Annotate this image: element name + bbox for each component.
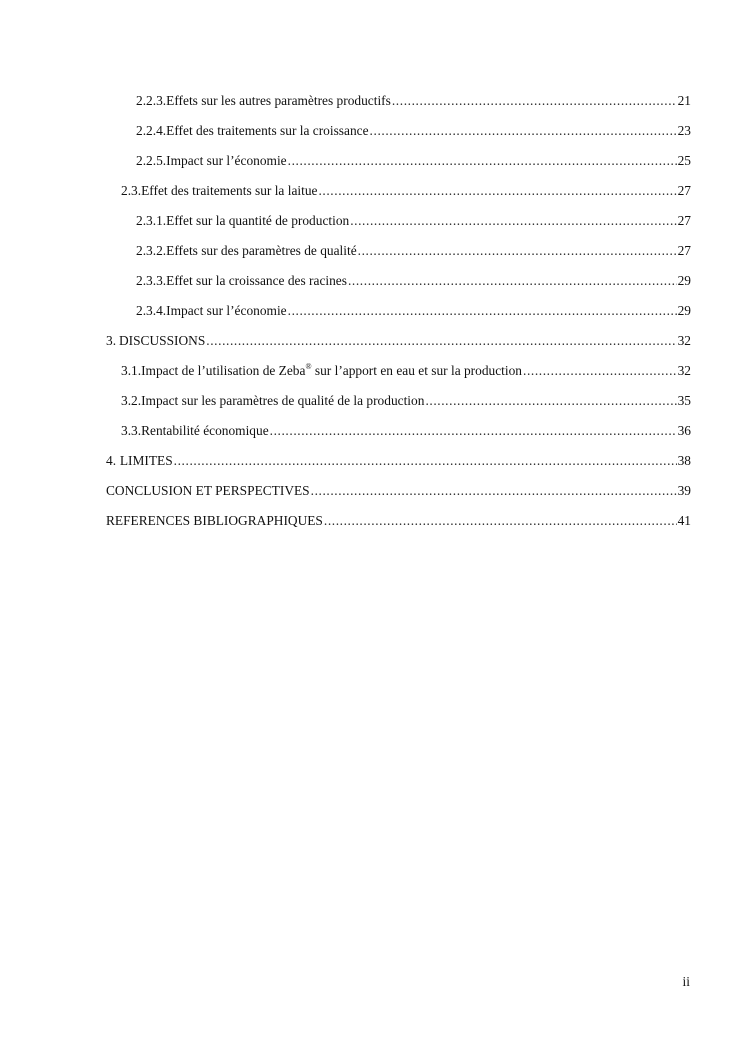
- toc-entry-title: Effets sur des paramètres de qualité: [166, 243, 357, 258]
- toc-entry-title: Impact sur l’économie: [166, 303, 287, 318]
- toc-entry-title: Effet des traitements sur la laitue: [141, 183, 318, 198]
- toc-entry[interactable]: [106, 452, 691, 470]
- dot-leader: [348, 272, 677, 290]
- toc-entry-title: LIMITES: [119, 453, 173, 468]
- dot-leader: [392, 92, 677, 110]
- dot-leader: [288, 302, 677, 320]
- toc-entry-title: Effet sur la quantité de production: [166, 213, 350, 228]
- toc-entry-number: 3.: [106, 333, 117, 348]
- toc-entry[interactable]: [136, 272, 691, 290]
- toc-entry[interactable]: [121, 182, 691, 200]
- dot-leader: [324, 512, 677, 530]
- toc-entry-page: 29: [677, 273, 691, 288]
- toc-entry-number: 2.2.3.: [136, 93, 167, 108]
- toc-entry-title: REFERENCES BIBLIOGRAPHIQUES: [106, 513, 323, 528]
- toc-entry-number: 3.1.: [121, 363, 142, 378]
- dot-leader: [350, 212, 676, 230]
- toc-entry-page: 32: [677, 363, 691, 378]
- toc-entry-title: Effet sur la croissance des racines: [166, 273, 347, 288]
- toc-entry-page: 27: [677, 183, 691, 198]
- dot-leader: [358, 242, 677, 260]
- toc-entry[interactable]: [106, 512, 691, 530]
- toc-entry[interactable]: [136, 152, 691, 170]
- toc-entry[interactable]: [121, 362, 691, 380]
- toc-entry-number: 2.2.4.: [136, 123, 167, 138]
- toc-entry-title-part: sur l’apport en eau et sur la production: [311, 363, 522, 378]
- toc-entry[interactable]: [136, 92, 691, 110]
- toc-entry-title: Impact sur l’économie: [166, 153, 287, 168]
- toc-entry-title: DISCUSSIONS: [118, 333, 206, 348]
- toc-entry-title: Effets sur les autres paramètres productifs: [166, 93, 391, 108]
- toc-entry[interactable]: [136, 302, 691, 320]
- toc-entry-page: 27: [677, 213, 691, 228]
- dot-leader: [318, 182, 676, 200]
- dot-leader: [270, 422, 677, 440]
- dot-leader: [174, 452, 677, 470]
- toc-entry[interactable]: [106, 482, 691, 500]
- toc-entry-title: CONCLUSION ET PERSPECTIVES: [106, 483, 310, 498]
- toc-entry-page: 35: [677, 393, 691, 408]
- registered-mark: ®: [305, 362, 312, 371]
- toc-entry-page: 32: [677, 333, 691, 348]
- toc-entry-number: 2.3.4.: [136, 303, 167, 318]
- toc-entry-title: Effet des traitements sur la croissance: [166, 123, 369, 138]
- toc-entry-number: 2.3.3.: [136, 273, 167, 288]
- toc-entry-number: 4.: [106, 453, 117, 468]
- toc-entry[interactable]: [136, 122, 691, 140]
- toc-entry-number: 2.2.5.: [136, 153, 167, 168]
- dot-leader: [288, 152, 677, 170]
- toc-entry-title: Rentabilité économique: [141, 423, 269, 438]
- toc-entry-number: 3.2.: [121, 393, 142, 408]
- dot-leader: [206, 332, 676, 350]
- toc-entry[interactable]: [121, 392, 691, 410]
- toc-entry-number: 3.3.: [121, 423, 142, 438]
- toc-entry-title: [141, 362, 522, 380]
- dot-leader: [370, 122, 677, 140]
- toc-entry-page: 23: [677, 123, 691, 138]
- toc-entry-number: 2.3.1.: [136, 213, 167, 228]
- toc-entry-page: 41: [677, 513, 691, 528]
- toc-entry-title-part: Impact de l’utilisation de Zeba: [141, 363, 306, 378]
- toc-entry-page: 29: [677, 303, 691, 318]
- toc-entry-page: 36: [677, 423, 691, 438]
- toc-entry[interactable]: [106, 332, 691, 350]
- dot-leader: [425, 392, 676, 410]
- toc-entry-page: 27: [677, 243, 691, 258]
- dot-leader: [311, 482, 677, 500]
- toc-entry-title: Impact sur les paramètres de qualité de la production: [141, 393, 425, 408]
- toc-entry-page: 25: [677, 153, 691, 168]
- toc-entry-page: 39: [677, 483, 691, 498]
- toc-entry-number: 2.3.2.: [136, 243, 167, 258]
- toc-entry-page: 21: [677, 93, 691, 108]
- toc-entry-number: 2.3.: [121, 183, 142, 198]
- page-number: ii: [682, 974, 690, 989]
- dot-leader: [523, 362, 677, 380]
- toc-entry[interactable]: [136, 212, 691, 230]
- toc-entry[interactable]: [136, 242, 691, 260]
- toc-entry-page: 38: [677, 453, 691, 468]
- toc-entry[interactable]: [121, 422, 691, 440]
